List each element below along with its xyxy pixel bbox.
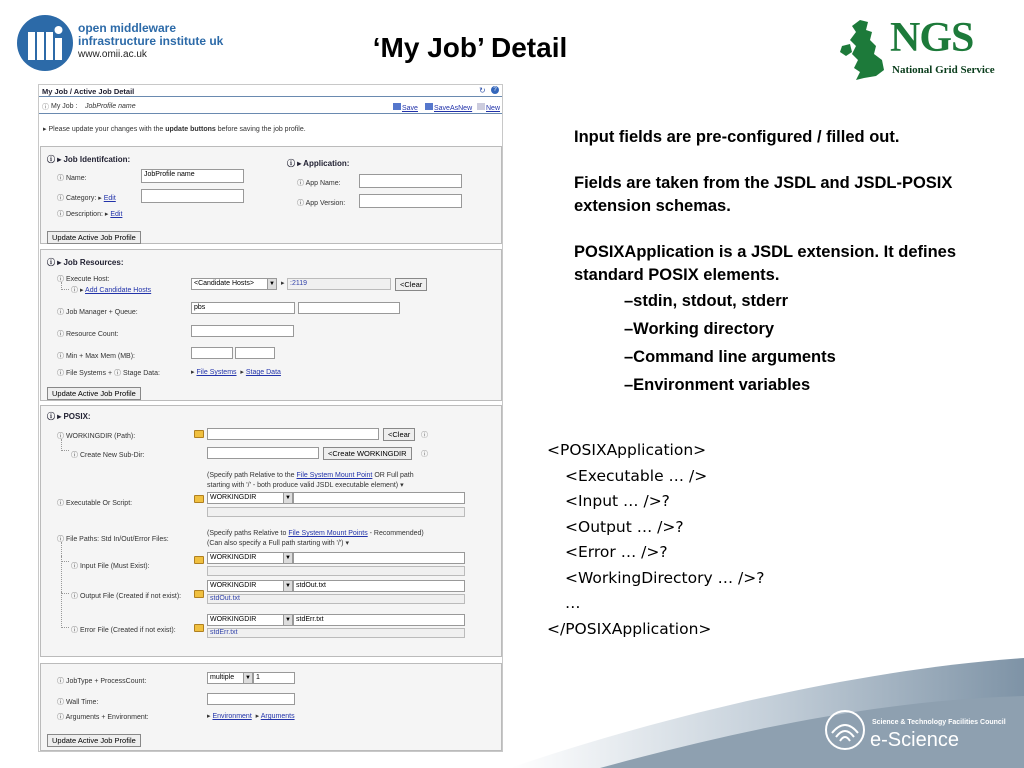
jobtype-value: multiple [210,674,235,681]
add-candidate-hosts: ⓘ ▸ Add Candidate Hosts [71,287,152,294]
candidate-hosts-value: <Candidate Hosts> [194,280,254,287]
args-env-links: ▸ Environment ▸ Arguments [207,713,295,720]
stage-data-label-text: Stage Data: [122,370,160,377]
xml-line: <WorkingDirectory … />? [565,568,765,587]
explain-p1: Input fields are pre-configured / filled out. [574,128,900,146]
min-mem-input[interactable] [191,347,233,359]
app-version-label: ⓘ App Version: [297,200,346,207]
paths-hint-line1 [207,530,424,537]
exec-hint-pre: (Specify path Relative to the [207,472,295,479]
paths-hint-pre: (Specify paths Relative to [207,530,287,537]
bullet-item: –Environment variables [624,376,811,394]
category-label: ⓘ Category: ▸ Edit [57,195,116,202]
tree-connector [61,282,69,290]
jobtype-label: ⓘ JobType + ProcessCount: [57,678,147,685]
job-manager-label: ⓘ Job Manager + Queue: [57,309,138,316]
help-icon[interactable]: ? [491,86,499,94]
xml-line: <Error … />? [565,543,668,561]
input-dir-select[interactable] [207,552,293,564]
new-link[interactable] [477,103,500,112]
mount-points-link[interactable]: File System Mount Points [288,530,368,537]
description-edit-link[interactable]: Edit [110,211,123,218]
notice-bold: update buttons [165,126,216,133]
name-input[interactable]: JobProfile name [141,169,244,183]
toolbar-divider [39,113,503,114]
chevron-down-icon: ▼ [267,279,276,289]
process-count-input[interactable]: 1 [253,672,295,684]
port-input[interactable]: :2119 [287,278,391,290]
create-subdir-label: ⓘ Create New Sub-Dir: [71,452,145,459]
save-icon [393,103,401,110]
workingdir-label-text: WORKINGDIR (Path): [65,433,136,440]
notice-post: before saving the job profile. [217,126,306,133]
input-file-resolved [207,566,465,576]
output-dir-value: WORKINGDIR [210,582,257,589]
file-systems-label: ⓘ File Systems + ⓘ Stage Data: [57,370,160,377]
output-file-input[interactable]: stdOut.txt [293,580,465,592]
folder-icon[interactable] [194,495,204,503]
bullet-item: –Command line arguments [624,348,836,366]
tree-connector [61,556,69,594]
saveasnew-label: SaveAsNew [434,105,473,112]
slide-title: ‘My Job’ Detail [372,32,568,63]
jobtype-label-text: JobType + ProcessCount: [65,678,147,685]
myjob-label: My Job : [51,103,78,110]
app-name-input[interactable] [359,174,462,188]
omii-line2: infrastructure institute uk [78,34,224,48]
add-candidate-hosts-link[interactable]: Add Candidate Hosts [85,287,152,294]
update-profile-button-1[interactable]: Update Active Job Profile [47,231,141,244]
update-profile-button-3[interactable]: Update Active Job Profile [47,734,141,747]
escience-logo [820,705,1020,763]
queue-input[interactable] [298,302,400,314]
paths-hint-line2-text: (Can also specify a Full path starting with '/') [207,540,344,547]
environment-link[interactable]: Environment [212,713,252,720]
refresh-icon[interactable]: ↻ [479,86,486,95]
category-edit-link[interactable]: Edit [103,195,116,202]
resources-heading-text: Job Resources: [63,258,124,267]
save-label: Save [402,105,418,112]
executable-resolved [207,507,465,517]
name-label-text: Name: [65,175,87,182]
folder-icon[interactable] [194,430,204,438]
error-file-input[interactable]: stdErr.txt [293,614,465,626]
identification-section [40,146,502,244]
app-version-input[interactable] [359,194,462,208]
xml-line: … [565,594,581,612]
workingdir-clear-button[interactable]: <Clear [383,428,415,441]
app-name-label: ⓘ App Name: [297,180,341,187]
application-heading-text: Application: [303,159,350,168]
resource-count-input[interactable] [191,325,294,337]
chevron-down-icon: ▼ [243,673,252,683]
stfc-logo-icon [824,709,866,751]
wall-time-label-text: Wall Time: [65,699,99,706]
info-icon: ⓘ [42,104,49,111]
create-workingdir-button[interactable]: <Create WORKINGDIR [323,447,412,460]
posix-heading[interactable]: ⓘ ▸ POSIX: [47,412,91,421]
identification-heading-text: Job Identifcation: [63,155,131,164]
error-file-label-text: Error File (Created if not exist): [79,627,176,634]
ngs-name: NGS [890,15,974,61]
resource-count-label-text: Resource Count: [65,331,119,338]
omii-logo-mark-icon [16,14,74,72]
min-max-mem-label-text: Min + Max Mem (MB): [65,353,135,360]
new-label: New [486,105,501,112]
input-file-label: ⓘ Input File (Must Exist): [71,563,150,570]
error-dir-value: WORKINGDIR [210,616,257,623]
job-manager-input[interactable]: pbs [191,302,295,314]
application-heading[interactable]: ⓘ ▸ Application: [287,159,350,168]
stfc-name: Science & Technology Facilities Council [872,719,1006,726]
omii-logo-text [78,22,223,61]
myjob-value: JobProfile name [85,103,136,110]
executable-dir-value: WORKINGDIR [210,494,257,501]
execute-host-label-text: Execute Host: [65,276,110,283]
description-label: ⓘ Description: ▸ Edit [57,211,123,218]
update-profile-button-2[interactable]: Update Active Job Profile [47,387,141,400]
tree-connector [61,439,69,451]
candidate-hosts-select[interactable] [191,278,277,290]
paths-hint-post: - Recommended) [369,530,424,537]
chevron-down-icon: ▼ [283,615,292,625]
explain-p3: POSIXApplication is a JSDL extension. It defines standard POSIX elements. [574,243,957,284]
error-file-resolved: stdErr.txt [207,628,465,638]
ngs-subtitle: National Grid Service [892,64,995,76]
xml-line: </POSIXApplication> [547,619,712,638]
file-systems-label-text: File Systems + [65,370,113,377]
paths-hint-line2: (Can also specify a Full path starting with '/') ▾ [207,540,349,547]
file-paths-label-text: File Paths: Std In/Out/Error Files: [65,536,169,543]
exec-hint-post: OR Full path [374,472,414,479]
new-icon [477,103,485,110]
xml-line: <Input … />? [565,492,670,510]
xml-line: <Executable … /> [565,466,708,485]
ngs-logo [838,15,1008,86]
xml-line: <Output … />? [565,517,684,536]
omii-url: www.omii.ac.uk [78,49,147,60]
omii-logo [16,14,231,76]
file-systems-link[interactable]: File Systems [196,369,237,376]
port-arrow-icon: ▸ [281,280,285,287]
notice-pre: Please update your changes with the [48,126,164,133]
exec-hint-line1 [207,472,414,479]
output-dir-select[interactable] [207,580,293,592]
executable-label: ⓘ Executable Or Script: [57,500,133,507]
app-name-label-text: App Name: [305,180,341,187]
exec-hint-line2-text: starting with '/' - both produce valid JSDL executable element) [207,482,399,489]
saveasnew-icon [425,103,433,110]
workingdir-info-icon: ⓘ [421,432,428,439]
description-label-text: Description: [65,211,103,218]
executable-input[interactable] [293,492,465,504]
input-file-label-text: Input File (Must Exist): [79,563,150,570]
chevron-down-icon: ▼ [283,493,292,503]
resource-links: ▸ File Systems ▸ Stage Data [191,369,281,376]
identification-heading[interactable]: ⓘ ▸ Job Identifcation: [47,155,131,164]
error-file-label: ⓘ Error File (Created if not exist): [71,627,176,634]
save-link[interactable] [393,103,418,112]
title-divider [39,96,503,97]
job-manager-label-text: Job Manager + Queue: [65,309,138,316]
arguments-link[interactable]: Arguments [260,713,295,720]
workingdir-label: ⓘ WORKINGDIR (Path): [57,433,136,440]
saveasnew-link[interactable] [425,103,472,112]
chevron-down-icon: ▼ [283,581,292,591]
name-label: ⓘ Name: [57,175,87,182]
create-subdir-input[interactable] [207,447,319,459]
posix-heading-text: POSIX: [63,412,91,421]
escience-name: e-Science [870,729,959,751]
stage-data-link[interactable]: Stage Data [245,369,281,376]
category-label-text: Category: [65,195,97,202]
update-notice: ▸ Please update your changes with the update buttons before saving the job profile. [43,126,306,133]
input-dir-value: WORKINGDIR [210,554,257,561]
app-version-label-text: App Version: [305,200,346,207]
output-file-resolved: stdOut.txt [207,594,465,604]
omii-line1: open middleware [78,21,177,35]
executable-dir-select[interactable] [207,492,293,504]
input-file-input[interactable] [293,552,465,564]
wall-time-label: ⓘ Wall Time: [57,699,99,706]
output-file-label-text: Output File (Created if not exist): [79,593,182,600]
workingdir-input[interactable] [207,428,379,440]
exec-hint-line2: starting with '/' - both produce valid JSDL executable element) ▾ [207,482,404,489]
create-subdir-label-text: Create New Sub-Dir: [79,452,145,459]
min-max-mem-label: ⓘ Min + Max Mem (MB): [57,353,135,360]
bullet-item: –stdin, stdout, stderr [624,292,789,310]
bullet-item: –Working directory [624,320,775,338]
host-clear-button[interactable]: <Clear [395,278,427,291]
category-input[interactable] [141,189,244,203]
explain-p2: Fields are taken from the JSDL and JSDL-POSIX extension schemas. [574,174,953,215]
execute-host-label: ⓘ Execute Host: [57,276,110,283]
uk-map-icon [838,18,890,84]
xml-line: <POSIXApplication> [547,441,707,459]
mount-point-link[interactable]: File System Mount Point [296,472,373,479]
create-subdir-info-icon: ⓘ [421,451,428,458]
max-mem-input[interactable] [235,347,275,359]
panel-title: My Job / Active Job Detail [42,87,135,96]
folder-icon[interactable] [194,556,204,564]
resources-heading[interactable]: ⓘ ▸ Job Resources: [47,258,124,267]
folder-icon[interactable] [194,590,204,598]
chevron-down-icon: ▼ [283,553,292,563]
args-env-label: ⓘ Arguments + Environment: [57,714,149,721]
args-env-label-text: Arguments + Environment: [65,714,149,721]
output-file-label: ⓘ Output File (Created if not exist): [71,593,182,600]
resource-count-label: ⓘ Resource Count: [57,331,119,338]
executable-label-text: Executable Or Script: [65,500,133,507]
explanation-text [574,126,994,399]
file-paths-label: ⓘ File Paths: Std In/Out/Error Files: [57,536,169,543]
resources-section [40,249,502,401]
